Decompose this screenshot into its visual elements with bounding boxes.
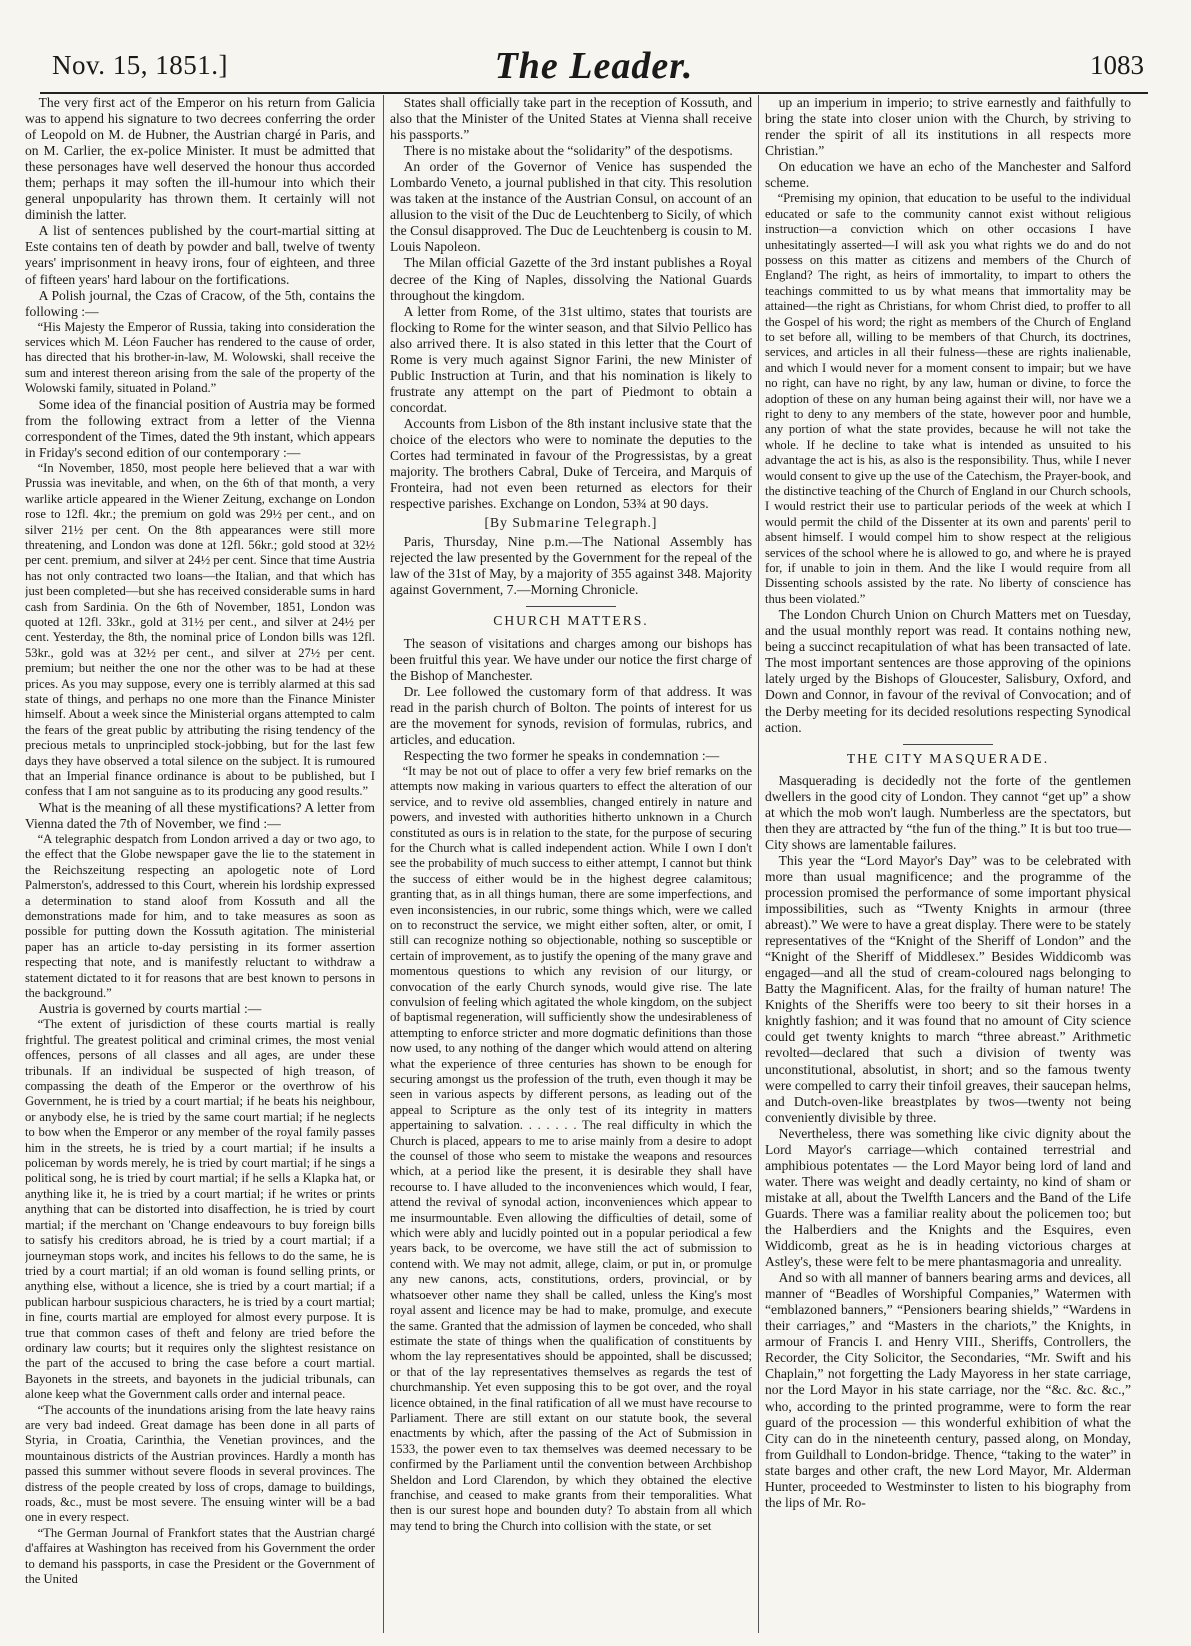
quote-paragraph: “His Majesty the Emperor of Russia, taking into consideration the services which M. Léon Faucher has rendered to the cause of order, has directed that his brother-in-law, M. Wolowski, shall receive the sum and interest thereon arising from the sale of the property of the Wolowski family, situated in Poland.” <box>25 319 375 396</box>
section-heading-city-masquerade: THE CITY MASQUERADE. <box>846 750 1050 766</box>
section-divider <box>526 606 616 607</box>
column-rule <box>758 95 759 1633</box>
section-divider <box>903 744 993 745</box>
page-number: 1083 <box>1090 50 1144 80</box>
quote-paragraph: “It may be not out of place to offer a very few brief remarks on the attempts now making in various quarters to effect the alteration of our service, and to revive old assemblies, changed entirely in nature and powers, and invested with authorities hitherto unknown in a Church constituted as ours is in relation to the state, for the purpose of securing for the Church what is called independent action. While I own I don't see the probability of much success to either attempt, I cannot but think the success of either would be in the highest degree calamitous; granting that, as in all things human, there are some imperfections, and even inconsistencies, in our rubric, some things which, were we called on to reconstruct the service, we might either soften, alter, or omit, I still can recognize nothing so objectionable, nothing so susceptible or certain of improvement, as to justify the opening of the many grave and momentous questions to which any revision of our liturgy, or convocation of the early Church synods, would give rise. The late convulsion of feeling which agitated the whole kingdom, on the subject of baptismal regeneration, will sufficiently show the undesirableness of attempting to enforce stricter and more dogmatic definitions than those now used, to any nothing of the danger which would attend on altering what the experience of three centuries has shown to be enough for securing amongst us the profession of the truth, even though it may be seen in various aspects by different persons, as leading out of the appeal to Scripture as the only test of its integrity in matters appertaining to salvation. . . . . . . The real difficulty in which the Church is placed, appears to me to arise mainly from a desire to adopt the counsel of those who seem to mistake the weapons and resources which, at a period like the present, it is desirable they shall have recourse to. I have alluded to the inconveniences which would, I fear, attend the revival of synodal action, inconveniences which appear to me insurmountable. Even allowing the difficulties of detail, some of which were ably and lucidly pointed out in a popular periodical a few years back, to be overcome, we have still the act of submission to contend with. We may not admit, allege, claim, or put in, or promulge any new canons, acts, constitutions, orders, provincial, or by whatsoever other name they shall be called, unless the King's most royal assent and licence may be had to make, promulge, and execute the same. Granted that the admission of laymen be conceded, who shall estimate the state of things when the qualification of constituents by whom the lay representatives should be appointed, shall be discussed; or that of the lay representatives themselves as regards the test of churchmanship. Yet even supposing this to be got over, and the royal licence obtained, in the final ratification of all we must have recourse to Parliament. There are still extant on our statute book, the several enactments by which, after the passing of the Act of Submission in 1533, the power even to tax themselves was deemed necessary to be confirmed by the Parliament until the convention between Archbishop Sheldon and Lord Clarendon, by which they obtained the elective franchise, and ceased to make grants from their temporalities. What then is our surest hope and bounden duty? To abstain from all which may tend to bring the Church into collision with the state, or set <box>390 763 752 1533</box>
paragraph: Respecting the two former he speaks in condemnation :— <box>403 747 720 763</box>
paragraph: Nevertheless, there was something like civic dignity about the Lord Mayor's carriage—which contained terrestrial and amphibious potentates — the Lord Mayor being lord of land and water. There was weight and deadly certainty, no kind of sham or mistake at all, about the Twelfth Lancers and the Band of the Life Guards. There was a familiar reality about the policemen too; but the Halberdiers and the Knights and the Esquires, even Widdicomb, great as he is in heading victorious charges at Astley's, these were felt to be mere phantasmagoria and unreality. <box>765 1125 1131 1270</box>
section-heading-church-matters: CHURCH MATTERS. <box>493 613 649 629</box>
column-rule <box>383 95 384 1633</box>
quote-paragraph: “A telegraphic despatch from London arrived a day or two ago, to the effect that the Globe newspaper gave the lie to the statement in the Reichszeitung respecting an apologetic note of Lord Palmerston's, addressed to this Court, wherein his lordship expressed a determination to stand aloof from Kossuth and all the demonstrations made for him, and to take measures as soon as possible for putting down the Kossuth agitation. The ministerial paper has an article to-day persisting in its former assertion respecting that note, and is manifestly reluctant to withdraw a statement dictated to it for reasons that are best known to persons in the background.” <box>25 831 375 1000</box>
issue-date: Nov. 15, 1851.] <box>52 50 228 80</box>
paragraph: This year the “Lord Mayor's Day” was to be celebrated with more than usual magnificence; and the programme of the procession promised the performance of some important physical impossibilities, such as “Twenty Knights in armour (three abreast).” We were to have a great display. There were to be stately representatives of the “Knight of the Sheriff of London” and the “Knight of the Sheriff of Middlesex.” Besides Widdicomb was engaged—and all the stud of cream-coloured nags belonging to Batty the Magnificent. Alas, for the frailty of human nature! The Knights of the Sheriffs were too beery to sit their horses in a knightly fashion; and it was found that no amount of City science could get twenty knights to march “three abreast.” Arithmetic revolted—declared that such a division of twenty was unconstitutional, absolutist, in short; and so the famous twenty were compelled to carry their tinfoil greaves, their saucepan helms, and Dutch-oven-like breastplates by twos—twenty not being conveniently divisible by three. <box>765 852 1131 1125</box>
column-3 <box>765 95 1131 1633</box>
paragraph: Masquerading is decidedly not the forte of the gentlemen dwellers in the good city of London. They cannot “get up” a show at which the mob won't laugh. Numberless are the spectators, but then they are attracted by “the fun of the thing.” It is but too true—City shows are lamentable failures. <box>765 772 1131 852</box>
paragraph: Some idea of the financial position of Austria may be formed from the following extract from a letter of the Vienna correspondent of the Times, dated the 9th instant, which appears in Friday's second edition of our contemporary :— <box>25 396 375 460</box>
paragraph: Dr. Lee followed the customary form of that address. It was read in the parish church of Bolton. The points of interest for us are the movement for synods, revision of formulas, rubrics, and articles, and education. <box>390 683 752 747</box>
paragraph: States shall officially take part in the reception of Kossuth, and also that the Minister of the United States at Vienna shall receive his passports.” <box>390 95 752 143</box>
paragraph: And so with all manner of banners bearing arms and devices, all manner of “Beadles of Worshipful Companies,” Watermen with “emblazoned banners,” “Pensioners bearing shields,” “Wardens in their carriages,” and “Masters in the chariots,” the Knights, in armour of Francis I. and Henry VIII., Sheriffs, Controllers, the Recorder, the City Solicitor, the Secondaries, “Mr. Swift and his Chaplain,” not forgetting the Lady Mayoress in her state carriage, nor the Lord Mayor in his state carriage, nor the “&c. &c. &c.,” who, according to the printed programme, were to form the rear guard of the procession — this wonderful exhibition of what the City can do in the nineteenth century, passed along, on Monday, from Guildhall to London-bridge. Thence, “taking to the water” in state barges and other craft, the new Lord Mayor, Mr. Alderman Hunter, proceeded to Westminster to listen to his biography from the lips of Mr. Ro- <box>765 1270 1131 1510</box>
paragraph: A letter from Rome, of the 31st ultimo, states that tourists are flocking to Rome for the winter season, and that Silvio Pellico has also arrived there. It is also stated in this letter that the Court of Rome is very much against Signor Farini, the new Minister of Public Instruction at Turin, and that his nomination is likely to frustrate any attempt on the part of Piedmont to obtain a concordat. <box>390 303 752 415</box>
paragraph: The season of visitations and charges among our bishops has been fruitful this year. We have under our notice the first charge of the Bishop of Manchester. <box>390 635 752 683</box>
paragraph: Austria is governed by courts martial :— <box>38 1001 262 1017</box>
masthead <box>40 44 1148 94</box>
quote-paragraph: “The extent of jurisdiction of these courts martial is really frightful. The greatest political and criminal crimes, the most venial offences, persons of all classes and all ages, are under these tribunals. If an individual be suspected of high treason, of compassing the death of the Emperor or the overthrow of his Government, he is tried by a court martial; if he beats his neighbour, or anybody else, he is tried by the same court martial; if he neglects to bow when the Emperor or any member of the royal family passes him in the streets, he is tried by a court martial; if he insults a policeman by words merely, he is tried by court martial; if he sings a political song, he is tried by court martial; if he sells a Klapka hat, or anything like it, he is tried by a court martial; if he writes or prints anything that can be distorted into disaffection, he is tried by court martial; if the merchant on 'Change endeavours to buy foreign bills to satisfy his creditors abroad, he is tried by a court martial; if a journeyman stops work, and incites his fellows to do the same, he is tried by a court martial; if an old woman is found selling prints, or anything else, without a licence, she is tried by a court martial; if a publican harbour suspicious characters, he is tried by a court martial; in fine, courts martial are employed for almost every purpose. It is true that common cases of theft and felony are tried before the ordinary law courts; but it requires only the slightest resistance on the part of the accused to bring the case before a court martial. Bayonets in the streets, and bayonets in the judicial tribunals, can alone keep what the Government calls order and internal peace. <box>25 1017 375 1402</box>
paragraph: There is no mistake about the “solidarity” of the despotisms. <box>403 143 733 159</box>
paragraph: A Polish journal, the Czas of Cracow, of the 5th, contains the following :— <box>25 287 375 319</box>
paragraph: On education we have an echo of the Manchester and Salford scheme. <box>765 159 1131 191</box>
newspaper-title: The Leader. <box>494 45 694 87</box>
telegraph-heading: [By Submarine Telegraph.] <box>484 515 658 531</box>
paragraph: Accounts from Lisbon of the 8th instant inclusive state that the choice of the electors who were to nominate the deputies to the Cortes had terminated in favour of the Progressistas, by a great majority. The brothers Cabral, Duke of Terceira, and Marquis of Fronteira, had not even been returned as electors for their respective parishes. Exchange on London, 53¾ at 90 days. <box>390 415 752 512</box>
paragraph: up an imperium in imperio; to strive earnestly and faithfully to bring the state into closer union with the Church, by striving to render the spirit of all its institutions in all respects more Christian.” <box>765 95 1131 159</box>
paragraph: A list of sentences published by the court-martial sitting at Este contains ten of death by powder and ball, twelve of twenty years' imprisonment in heavy irons, four of eighteen, and three of fifteen years' hard labour on the fortifications. <box>25 223 375 287</box>
quote-paragraph: “The accounts of the inundations arising from the late heavy rains are very bad indeed. Great damage has been done in all parts of Styria, in Croatia, Carinthia, the Venetian provinces, and the mountainous districts of the Austrian provinces. Hardly a month has passed this summer without severe floods in several provinces. The distress of the people created by loss of crops, damage to buildings, roads, &c., must be most severe. The ensuing winter will be a bad one in every respect. <box>25 1402 375 1525</box>
paragraph: The Milan official Gazette of the 3rd instant publishes a Royal decree of the King of Naples, dissolving the National Guards throughout the kingdom. <box>390 255 752 303</box>
paragraph: The London Church Union on Church Matters met on Tuesday, and the usual monthly report was read. It contains nothing new, being a succinct recapitulation of what has been transacted of late. The most important sentences are those approving of the opinions lately urged by the Bishops of Gloucester, Salisbury, Oxford, and Down and Connor, in favour of the revival of Convocation; and of the Derby meeting for its decided resolutions respecting Synodical action. <box>765 607 1131 735</box>
quote-paragraph: “The German Journal of Frankfort states that the Austrian chargé d'affaires at Washington has received from his Government the order to demand his passports, in case the President or the Government of the United <box>25 1525 375 1587</box>
paragraph: An order of the Governor of Venice has suspended the Lombardo Veneto, a journal published in that city. This resolution was taken at the instance of the Austrian Consul, on account of an allusion to the visit of the Duc de Leuchtenberg to Sicily, of which the Consul disapproved. The Duc de Leuchtenberg is cousin to M. Louis Napoleon. <box>390 159 752 255</box>
column-1 <box>25 95 375 1633</box>
telegraph-dispatch: Paris, Thursday, Nine p.m.—The National Assembly has rejected the law presented by the Government for the repeal of the law of the 31st of May, by a majority of 355 against 348. Majority against Government, 7.—Morning Chronicle. <box>390 534 752 598</box>
paragraph: What is the meaning of all these mystifications? A letter from Vienna dated the 7th of November, we find :— <box>25 799 375 831</box>
quote-paragraph: “Premising my opinion, that education to be useful to the individual educated or safe to the community cannot exist without religious instruction—a conviction which on other occasions I have unhesitatingly asserted—I will ask you what rights we do and do not possess on this matter as citizens and members of the Church of England? The right, as heirs of immortality, to impart to others the teachings committed to us by what means that immortality may be attained—the right as Christians, for whom Christ died, to proffer to all the Gospel of his word; the right as members of the Church of England to set before all, willing to be members of that Church, its doctrines, services, and articles in all their fulness—these are rights inalienable, and which I would never for a moment consent to impair; but we have no right, can have no right, by any law, human or divine, to force the adoption of these on any human being against their will, nor have we a right to deny to any members of the state, however poor and humble, any portion of what the state provides, because he will not take the whole. If he decline to take what is intended as unsuited to his advantage the act is his, as also is the responsibility. Thus, while I never would consent to give up the use of the Catechism, the Prayer-book, and the distinctive teaching of the Church of England in our Church schools, I would restrict their use to particular periods of the week at which I would permit the child of the Dissenter at its own and parents' peril to absent himself. I would compel him to show respect at the religious services of the school where he is allowed to go, and where he is prayed for, if unable to join in them. And the like I would require from all Dissenting schools assisted by the rate. No liberty of conscience has thus been violated.” <box>765 191 1131 606</box>
paragraph: The very first act of the Emperor on his return from Galicia was to append his signature to two decrees conferring the order of Leopold on M. de Hubner, the Austrian chargé in Paris, and on M. Carlier, the ex-police Minister. It must be admitted that these personages have well deserved the honour thus accorded them; perhaps it may soften the ill-humour into which their general unpopularity has thrown them. It certainly will not diminish the latter. <box>25 95 375 223</box>
column-2 <box>390 95 752 1633</box>
quote-paragraph: “In November, 1850, most people here believed that a war with Prussia was inevitable, and when, on the 6th of that month, a very warlike article appeared in the Wiener Zeitung, exchange on London rose to 12fl. 4kr.; the premium on gold was 29½ per cent., and on silver 21½ per cent. On the 8th appearances were still more threatening, and London was done at 12fl. 56kr.; gold stood at 32½ per cent. premium, and silver at 24½ per cent. Since that time Austria has not only contracted two loans—the Italian, and that which has just been completed—but she has received considerable sums in hard cash from Sardinia. On the 6th of November, 1851, London was quoted at 12fl. 33kr., gold at 31½ per cent., and silver at 24½ per cent. Yesterday, the 8th, the nominal price of London bills was 12fl. 53kr., gold was at 32½ per cent., and silver at 27½ per cent. premium; but neither the one nor the other was to be had at these prices. As you may suppose, every one is terribly alarmed at this sad state of things, and perhaps no one more than the Finance Minister himself. About a week since the Ministerial organs attempted to calm the fears of the great public by attributing the rising tendency of the precious metals to unprincipled stock-jobbing, but for the last few days they have observed a total silence on the subject. It is rumoured that an Imperial finance ordinance is about to be published, but I confess that I am not sanguine as to its producing any good results.” <box>25 460 375 799</box>
